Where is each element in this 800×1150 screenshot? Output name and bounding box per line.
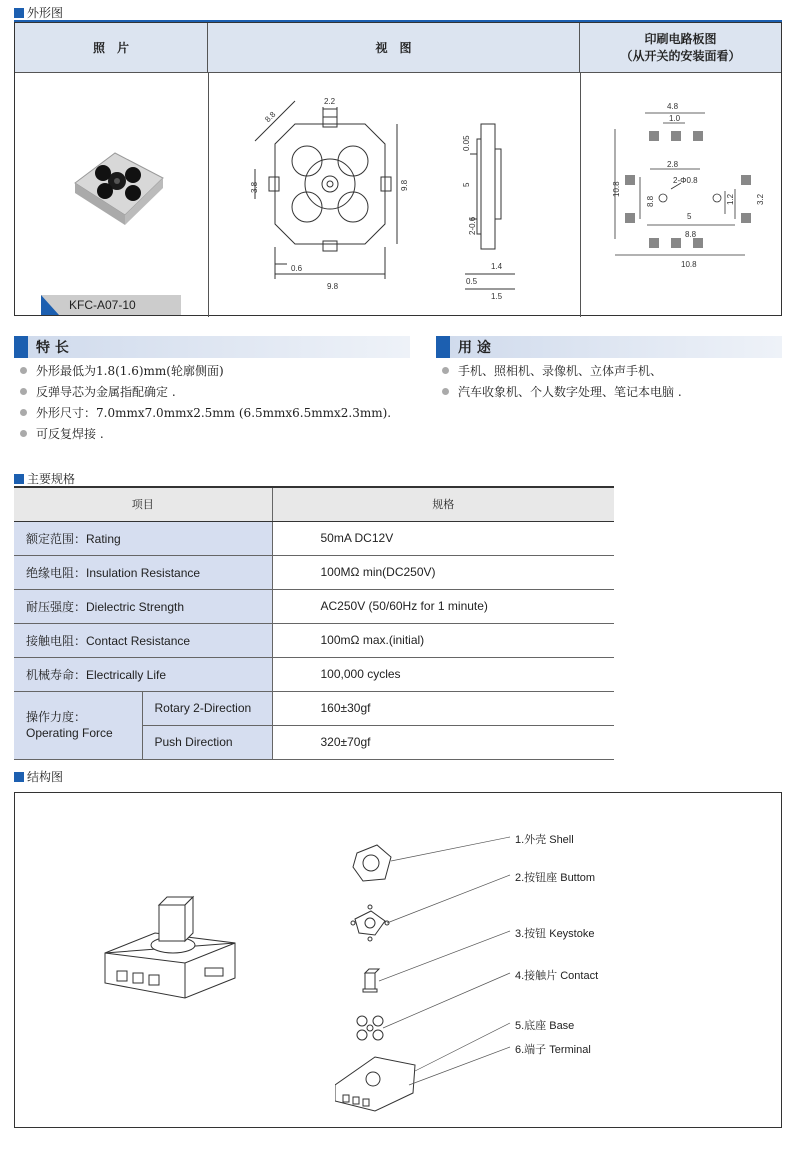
- model-label-box: [41, 295, 181, 315]
- dim-label: 9.8: [400, 179, 409, 191]
- section-square-icon: [14, 8, 24, 18]
- section-square-icon: [14, 772, 24, 782]
- dim-label: 8.8: [646, 195, 655, 207]
- spec-value: 100,000 cycles: [272, 657, 614, 691]
- dim-label: 0.6: [291, 264, 303, 273]
- spec-value: 100MΩ min(DC250V): [272, 555, 614, 589]
- structure-title: 结构图: [27, 770, 64, 784]
- list-item: 外形尺寸：7.0mmx7.0mmx2.5mm (6.5mmx6.5mmx2.3mm).: [20, 402, 391, 423]
- divider: [580, 73, 581, 317]
- section-outline-title: 外形图: [27, 6, 64, 20]
- part-label-base: 5.底座 Base: [515, 1020, 575, 1032]
- col-view-header: 视 图: [208, 23, 580, 73]
- features-header: [14, 336, 410, 358]
- table-row: [14, 487, 614, 521]
- features-title: 特 长: [36, 340, 69, 356]
- part-label-keystoke: 3.按钮 Keystoke: [515, 928, 595, 940]
- force-label-cn: 操作力度：: [26, 710, 87, 724]
- product-photo: [55, 143, 175, 243]
- part-label-contact: 4.接触片 Contact: [515, 970, 599, 982]
- section-block-icon: [436, 336, 450, 358]
- model-label: KFC-A07-10: [69, 298, 136, 312]
- dim-label: 10.8: [612, 181, 621, 197]
- outline-table: [14, 22, 782, 316]
- spec-label: 机械寿命：Electrically Life: [14, 657, 272, 691]
- spec-value: AC250V (50/60Hz for 1 minute): [272, 589, 614, 623]
- spec-value: 160±30gf: [272, 691, 614, 725]
- dim-label: 2.2: [324, 97, 336, 106]
- table-row: [14, 555, 614, 589]
- assembled-switch-drawing: [95, 893, 255, 1013]
- list-item: 可反复焊接 .: [20, 423, 391, 444]
- dim-label: 8.8: [685, 230, 697, 239]
- dim-label: 0.05: [462, 135, 471, 151]
- list-item: 外形最低为1.8(1.6)mm(轮廓侧面): [20, 360, 391, 381]
- dim-label: 4.8: [667, 102, 679, 111]
- uses-list: [442, 360, 682, 402]
- dim-label: 1.5: [491, 292, 503, 301]
- dim-label: 9.8: [327, 282, 339, 291]
- section-outline-header: [14, 4, 63, 21]
- part-label-buttom: 2.按钮座 Buttom: [515, 872, 596, 884]
- dim-label: 8.8: [263, 109, 278, 125]
- dim-label: 2-Φ0.8: [673, 176, 698, 185]
- dim-label: 3.8: [250, 181, 259, 193]
- col-pcb-header: [580, 23, 781, 73]
- section-square-icon: [14, 474, 24, 484]
- spec-label: 额定范围：Rating: [14, 521, 272, 555]
- section-block-icon: [14, 336, 28, 358]
- dim-label: 5: [687, 212, 692, 221]
- pcb-drawing: [585, 79, 779, 315]
- dim-label: 1.4: [491, 262, 503, 271]
- specs-header-item: 项目: [14, 487, 272, 521]
- uses-title: 用 途: [458, 340, 491, 356]
- spec-value: 320±70gf: [272, 725, 614, 759]
- part-label-shell: 1.外壳 Shell: [515, 834, 574, 846]
- dim-label: 0.5: [466, 277, 478, 286]
- dim-label: 1.2: [726, 193, 735, 205]
- spec-label: 绝缘电阻：Insulation Resistance: [14, 555, 272, 589]
- force-label: [14, 691, 142, 759]
- spec-label: Rotary 2-Direction: [142, 691, 272, 725]
- list-item: 汽车收象机、个人数字处理、笔记本电脑 .: [442, 381, 682, 402]
- col-pcb-subtitle: （从开关的安装面看）: [620, 49, 741, 63]
- list-item: 手机、照相机、录像机、立体声手机、: [442, 360, 682, 381]
- col-pcb-title: 印刷电路板图: [644, 32, 717, 46]
- specs-header: [14, 470, 75, 487]
- table-row: [14, 691, 614, 725]
- uses-header: [436, 336, 782, 358]
- part-label-terminal: 6.端子 Terminal: [515, 1044, 591, 1056]
- divider: [208, 73, 209, 317]
- features-list: [20, 360, 391, 444]
- table-row: [14, 589, 614, 623]
- list-item: 反弹导芯为金属指配确定 .: [20, 381, 391, 402]
- specs-table: [14, 486, 614, 760]
- col-photo-header: 照 片: [15, 23, 208, 73]
- dim-label: 2-0.6: [468, 216, 477, 235]
- table-row: [14, 657, 614, 691]
- table-row: [14, 623, 614, 657]
- structure-header: [14, 768, 63, 785]
- structure-panel: [14, 792, 782, 1128]
- dim-label: 2.8: [667, 160, 679, 169]
- specs-header-spec: 规格: [272, 487, 614, 521]
- spec-label: 耐压强度：Dielectric Strength: [14, 589, 272, 623]
- spec-label: Push Direction: [142, 725, 272, 759]
- specs-title: 主要规格: [27, 472, 76, 486]
- dim-label: 10.8: [681, 260, 697, 269]
- dim-label: 3.2: [756, 193, 765, 205]
- dim-label: 1.0: [669, 114, 681, 123]
- table-row: [14, 521, 614, 555]
- spec-label: 接触电阻：Contact Resistance: [14, 623, 272, 657]
- view-drawing: [215, 79, 575, 315]
- triangle-marker-icon: [41, 295, 59, 315]
- dim-label: 5: [462, 182, 471, 187]
- spec-value: 50mA DC12V: [272, 521, 614, 555]
- force-label-en: Operating Force: [26, 726, 113, 740]
- spec-value: 100mΩ max.(initial): [272, 623, 614, 657]
